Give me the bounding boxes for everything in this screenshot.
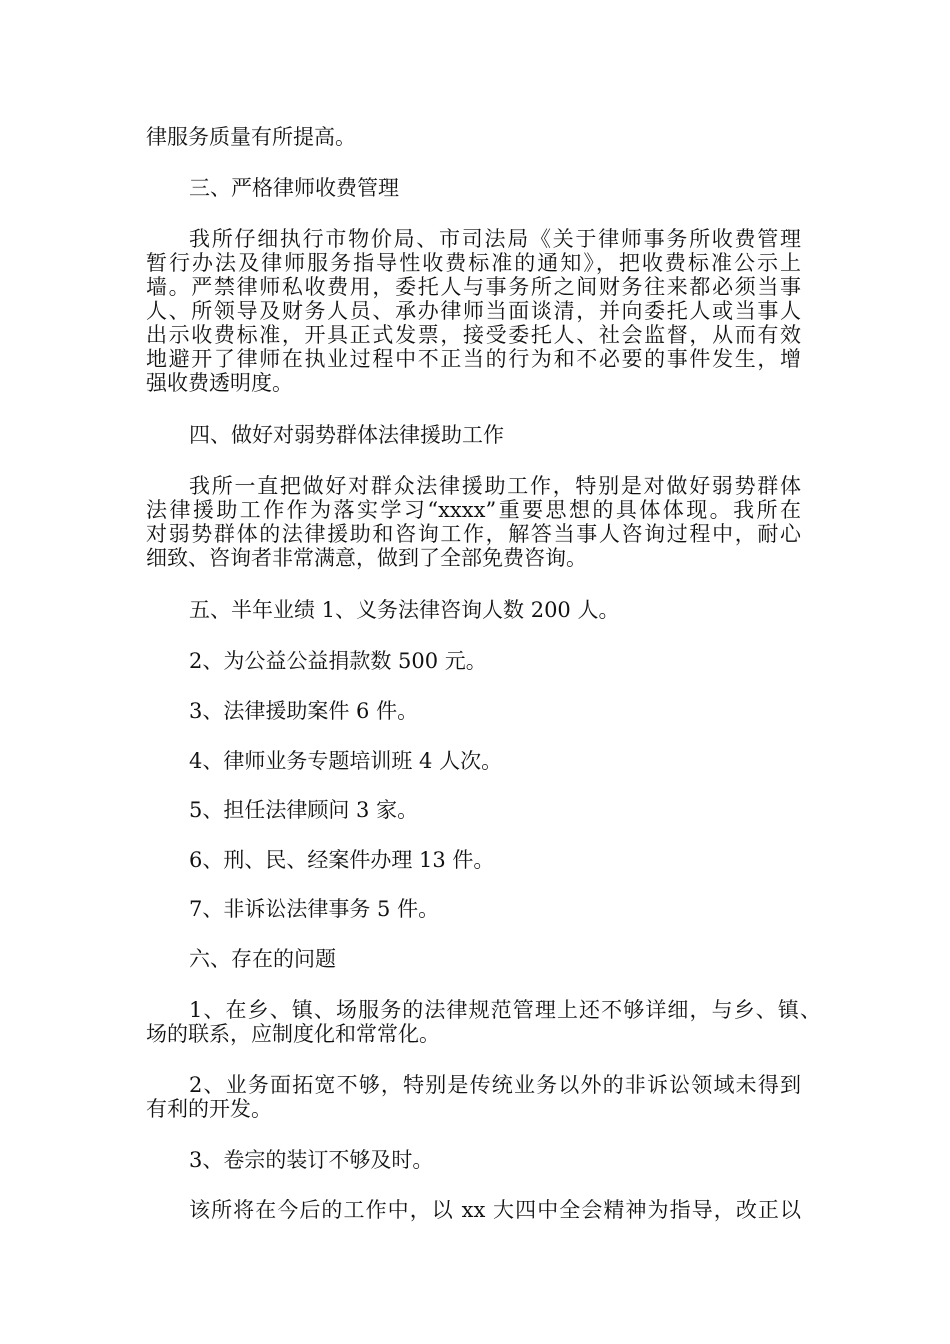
list-item: 1、在乡、镇、场服务的法律规范管理上还不够详细，与乡、镇、: [189, 998, 821, 1022]
paragraph-line: 暂行办法及律师服务指导性收费标准的通知》，把收费标准公示上: [146, 251, 801, 275]
section-heading-5: 五、半年业绩 1、义务法律咨询人数 200 人。: [189, 598, 620, 622]
list-item: 3、法律援助案件 6 件。: [189, 699, 419, 723]
list-item: 6、刑、民、经案件办理 13 件。: [189, 848, 495, 872]
list-item: 5、担任法律顾问 3 家。: [189, 798, 419, 822]
list-item: 7、非诉讼法律事务 5 件。: [189, 897, 440, 921]
paragraph-line: 墙。严禁律师私收费用，委托人与事务所之间财务往来都必须当事: [146, 275, 801, 299]
paragraph-line: 我所仔细执行市物价局、市司法局《关于律师事务所收费管理: [189, 227, 801, 251]
list-item: 2、为公益公益捐款数 500 元。: [189, 649, 487, 673]
paragraph-line: 细致、咨询者非常满意，做到了全部免费咨询。: [146, 546, 587, 570]
paragraph-line: 法律援助工作作为落实学习“xxxx”重要思想的具体体现。我所在: [146, 498, 801, 522]
paragraph-line: 人、所领导及财务人员、承办律师当面谈清，并向委托人或当事人: [146, 299, 801, 323]
paragraph-line: 地避开了律师在执业过程中不正当的行为和不必要的事件发生，增: [146, 347, 801, 371]
section-heading-6: 六、存在的问题: [189, 947, 336, 971]
list-item-continuation: 场的联系，应制度化和常常化。: [146, 1022, 440, 1046]
paragraph-line: 该所将在今后的工作中，以 xx 大四中全会精神为指导，改正以: [189, 1198, 801, 1222]
list-item: 2、业务面拓宽不够，特别是传统业务以外的非诉讼领域未得到: [189, 1073, 801, 1097]
paragraph-line: 我所一直把做好对群众法律援助工作，特别是对做好弱势群体: [189, 474, 801, 498]
paragraph-line: 对弱势群体的法律援助和咨询工作，解答当事人咨询过程中，耐心: [146, 522, 801, 546]
list-item-continuation: 有利的开发。: [146, 1097, 272, 1121]
section-heading-4: 四、做好对弱势群体法律援助工作: [189, 423, 504, 447]
section-heading-3: 三、严格律师收费管理: [189, 176, 399, 200]
paragraph-line: 律服务质量有所提高。: [146, 125, 356, 149]
list-item: 3、卷宗的装订不够及时。: [189, 1148, 434, 1172]
paragraph-line: 强收费透明度。: [146, 371, 293, 395]
paragraph-line: 出示收费标准，开具正式发票，接受委托人、社会监督，从而有效: [146, 323, 801, 347]
list-item: 4、律师业务专题培训班 4 人次。: [189, 749, 503, 773]
